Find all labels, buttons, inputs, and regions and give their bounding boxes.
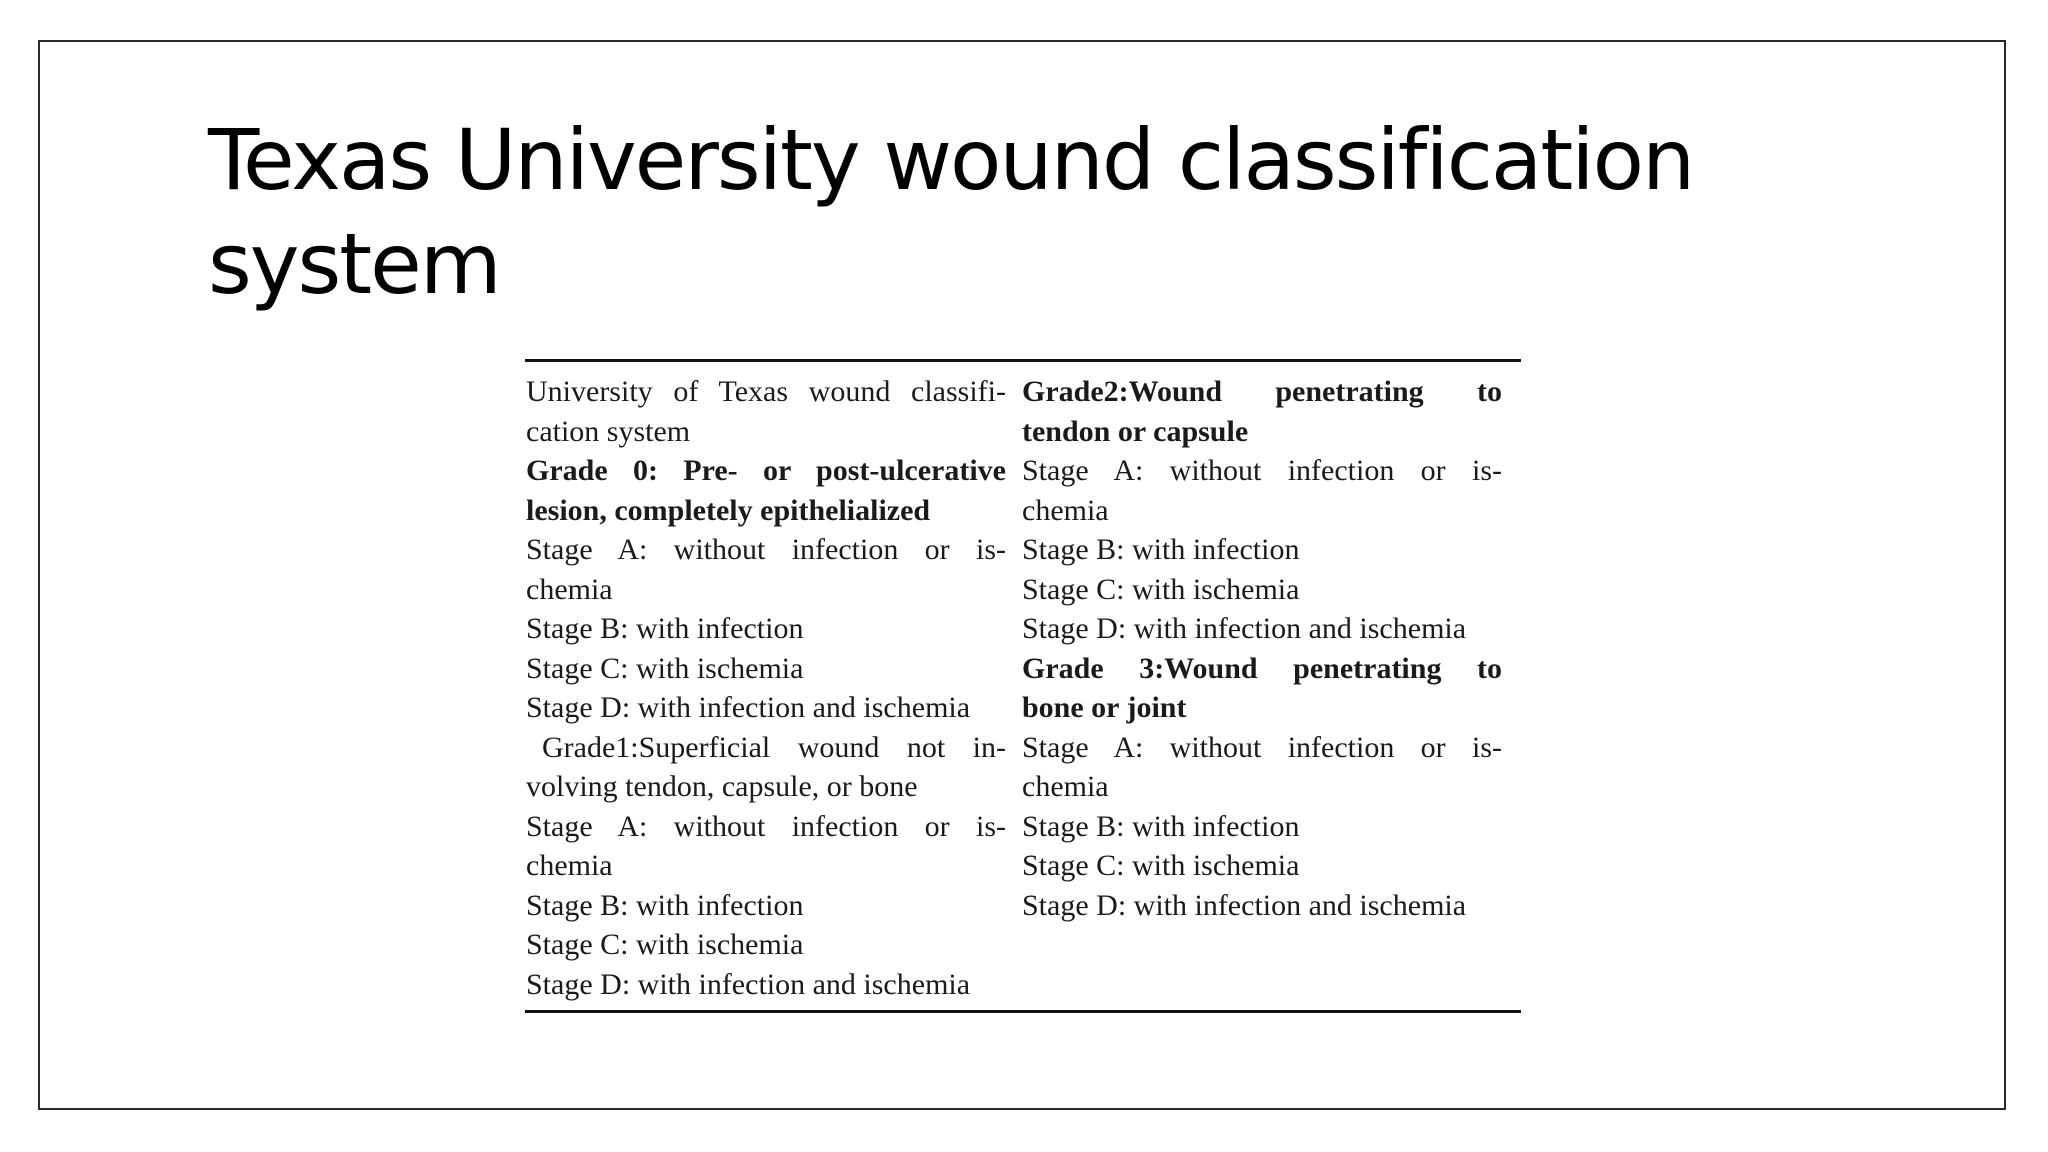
table-line: Grade1:Superficial wound not in- <box>542 730 1006 764</box>
table-line: Stage D: with infection and ischemia <box>526 967 971 1001</box>
table-line: Stage C: with ischemia <box>526 928 804 961</box>
table-line: Grade2:Wound penetrating to <box>1022 375 1502 408</box>
table-line: tendon or capsule <box>1022 414 1249 448</box>
table-line: chemia <box>1022 493 1109 527</box>
table-line: Grade 3:Wound penetrating to <box>1022 651 1502 685</box>
table-line: Stage C: with ischemia <box>526 651 804 685</box>
slide-title: Texas University wound classification system <box>208 111 1694 313</box>
table-left-column <box>526 372 1006 1004</box>
table-line: Stage D: with infection and ischemia <box>1022 888 1467 922</box>
table-line: bone or joint <box>1022 691 1187 724</box>
table-line: chemia <box>1022 770 1109 803</box>
table-line: Stage D: with infection and ischemia <box>526 691 971 724</box>
table-line: Grade 0: Pre- or post-ulcerative <box>526 454 1006 487</box>
table-line: Stage B: with infection <box>1022 533 1300 566</box>
table-line: cation system <box>526 414 691 448</box>
table-line: Stage B: with infection <box>1022 809 1300 843</box>
table-line: Stage C: with ischemia <box>1022 849 1300 882</box>
table-line: volving tendon, capsule, or bone <box>526 770 918 803</box>
table-line: Stage A: without infection or is- <box>1022 730 1502 764</box>
table-line: lesion, completely epithelialized <box>526 493 931 527</box>
table-line: chemia <box>526 849 613 882</box>
table-line: University of Texas wound classifi- <box>526 375 1006 408</box>
classification-table <box>525 359 1521 1013</box>
table-line: chemia <box>526 572 613 606</box>
table-line: Stage A: without infection or is- <box>526 809 1006 843</box>
table-right-column <box>1022 372 1502 925</box>
table-line: Stage D: with infection and ischemia <box>1022 612 1467 645</box>
table-line: Stage A: without infection or is- <box>526 533 1006 566</box>
table-line: Stage C: with ischemia <box>1022 572 1300 606</box>
table-line: Stage B: with infection <box>526 612 804 645</box>
table-line: Stage A: without infection or is- <box>1022 454 1502 487</box>
table-line: Stage B: with infection <box>526 888 804 922</box>
